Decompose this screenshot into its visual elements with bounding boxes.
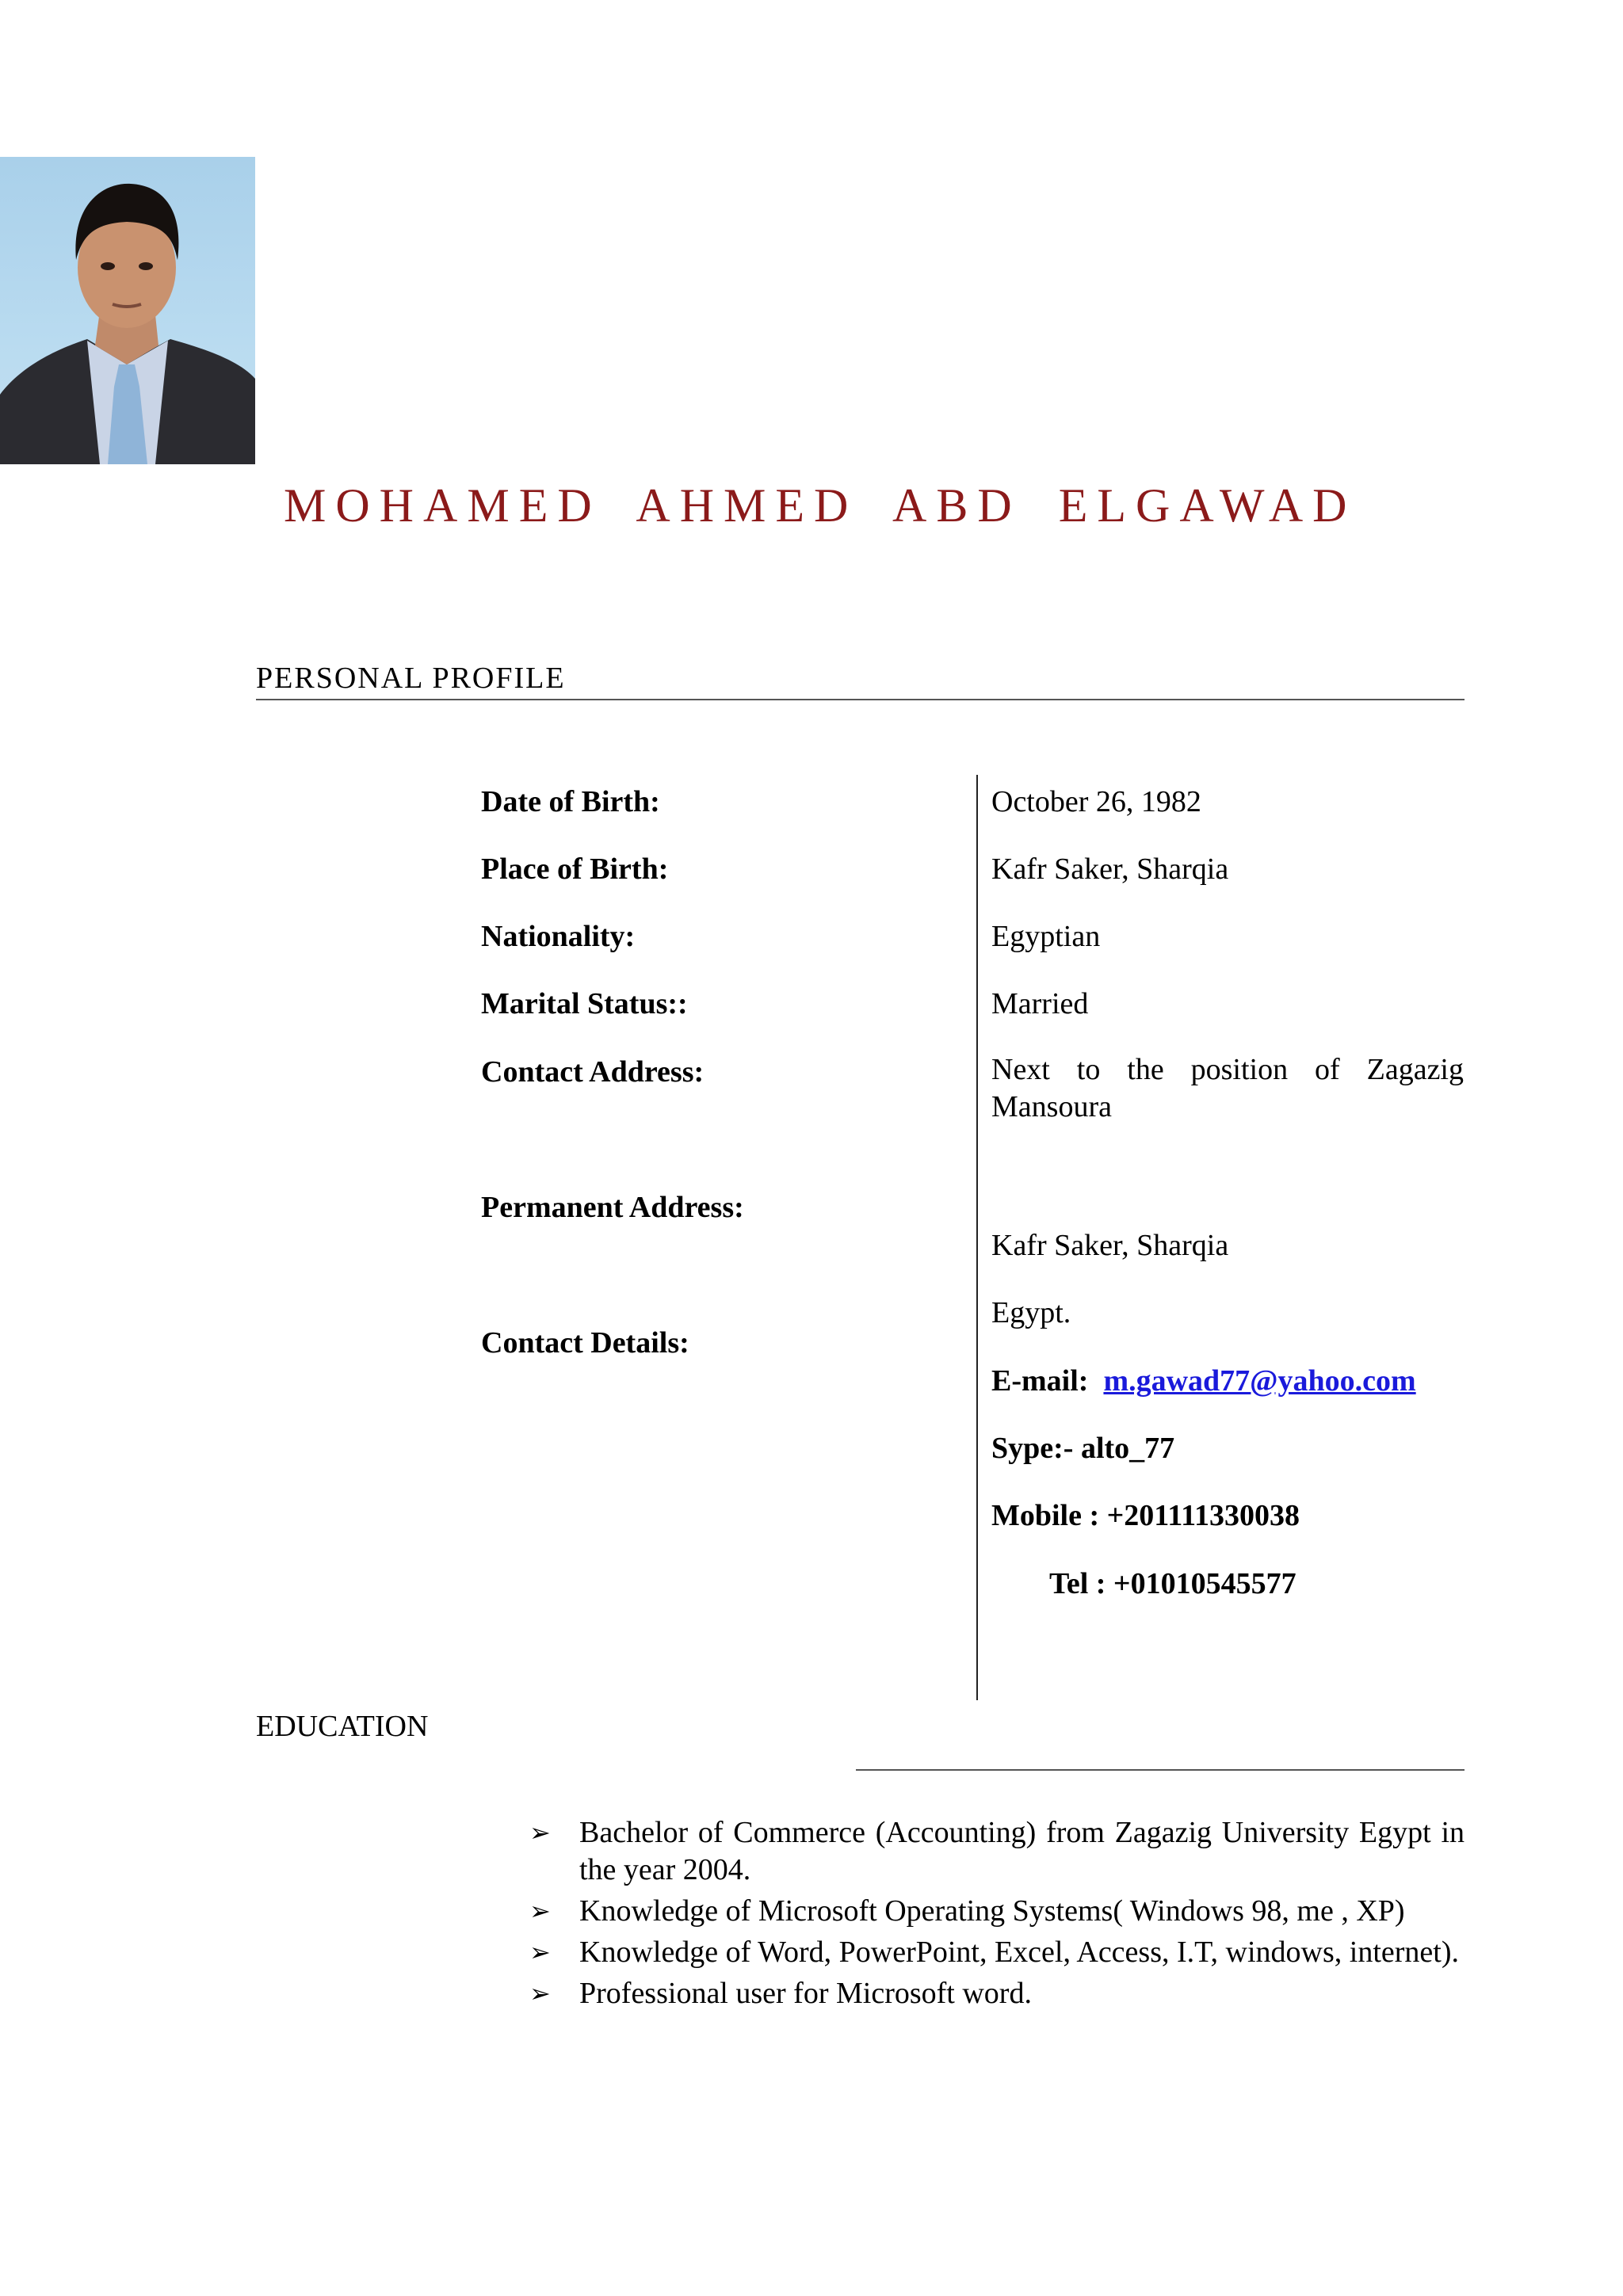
list-item	[529, 1934, 1465, 1971]
profile-photo-image	[0, 157, 255, 464]
arrow-bullet-icon: ➢	[529, 1818, 551, 1847]
personal-profile-rule	[256, 699, 1465, 700]
contact-details-label: Contact Details:	[481, 1326, 689, 1360]
skype-id: Sype:- alto_77	[991, 1432, 1175, 1465]
education-heading: EDUCATION	[256, 1710, 429, 1743]
permanent-address-line1: Kafr Saker, Sharqia	[991, 1229, 1229, 1262]
list-item	[529, 1893, 1465, 1930]
email-row	[991, 1363, 1416, 1398]
education-item-text: Bachelor of Commerce (Accounting) from Zagazig University Egypt in the year 2004.	[579, 1816, 1465, 1886]
tel-number: Tel : +01010545577	[1049, 1567, 1296, 1600]
permanent-address-label: Permanent Address:	[481, 1191, 744, 1224]
marital-status-label: Marital Status::	[481, 987, 688, 1020]
arrow-bullet-icon: ➢	[529, 1979, 551, 2008]
education-rule	[856, 1769, 1465, 1771]
education-item-text: Knowledge of Microsoft Operating Systems( Windows 98, me , XP)	[579, 1894, 1405, 1928]
mobile-number: Mobile : +201111330038	[991, 1499, 1300, 1532]
education-item-text: Professional user for Microsoft word.	[579, 1977, 1032, 2010]
profile-photo	[0, 157, 255, 464]
pob-value: Kafr Saker, Sharqia	[991, 852, 1229, 886]
dob-label: Date of Birth:	[481, 785, 660, 818]
arrow-bullet-icon: ➢	[529, 1897, 551, 1925]
nationality-value: Egyptian	[991, 920, 1101, 953]
arrow-bullet-icon: ➢	[529, 1938, 551, 1966]
contact-address-value: Next to the position of Zagazig Mansoura	[991, 1053, 1464, 1123]
list-item	[529, 1814, 1465, 1889]
permanent-address-line2: Egypt.	[991, 1296, 1071, 1329]
nationality-label: Nationality:	[481, 920, 636, 953]
education-item-text: Knowledge of Word, PowerPoint, Excel, Access, I.T, windows, internet).	[579, 1936, 1459, 1969]
education-list	[529, 1814, 1465, 2016]
personal-profile-heading: PERSONAL PROFILE	[256, 662, 566, 695]
pob-label: Place of Birth:	[481, 852, 669, 886]
email-label: E-mail:	[991, 1364, 1089, 1398]
profile-divider	[976, 775, 978, 1700]
dob-value: October 26, 1982	[991, 785, 1201, 818]
list-item	[529, 1975, 1465, 2012]
marital-status-value: Married	[991, 987, 1089, 1020]
full-name: MOHAMED AHMED ABD ELGAWAD	[284, 479, 1357, 532]
email-link[interactable]: m.gawad77@yahoo.com	[1103, 1364, 1416, 1398]
contact-address-label: Contact Address:	[481, 1055, 705, 1089]
